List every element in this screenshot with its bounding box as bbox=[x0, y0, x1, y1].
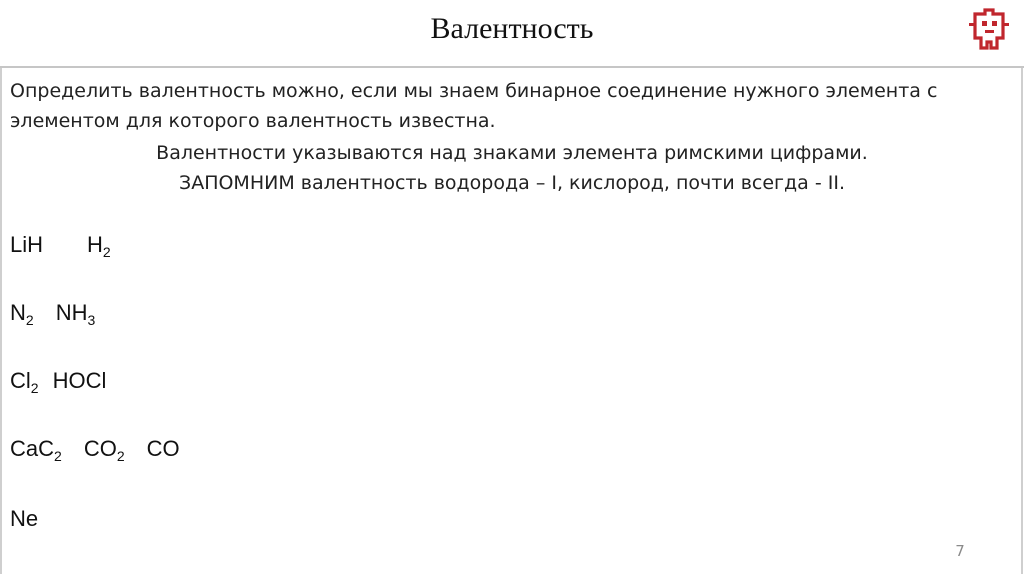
chemical-formula bbox=[10, 436, 62, 462]
slide-header bbox=[0, 0, 1024, 68]
formula-subscript: 2 bbox=[102, 244, 111, 260]
formula-base: NH bbox=[55, 300, 88, 325]
formula-base: N bbox=[10, 300, 26, 325]
remember-note: ЗАПОМНИМ валентность водорода – I, кислород, почти всегда - II. bbox=[179, 172, 845, 194]
chemical-formula bbox=[53, 368, 107, 394]
chemical-formula bbox=[10, 232, 43, 258]
formula-row-1 bbox=[10, 232, 111, 258]
formula-subscript: 3 bbox=[87, 312, 96, 328]
formula-subscript: 2 bbox=[30, 380, 39, 396]
chemical-formula bbox=[56, 300, 96, 326]
formula-base: Cl bbox=[10, 368, 31, 393]
formula-base: LiH bbox=[10, 232, 44, 257]
formula-subscript: 2 bbox=[116, 448, 125, 464]
formula-subscript: 2 bbox=[25, 312, 34, 328]
chemical-formula bbox=[147, 436, 180, 462]
formula-base: Ne bbox=[10, 506, 39, 531]
formula-base: CO bbox=[83, 436, 117, 461]
formula-base: CaC bbox=[10, 436, 55, 461]
formula-subscript: 2 bbox=[54, 448, 62, 464]
chemical-formula bbox=[10, 368, 39, 394]
robot-logo-icon bbox=[969, 8, 1009, 52]
formula-row-4 bbox=[10, 436, 180, 462]
page-number: 7 bbox=[955, 542, 965, 560]
formula-row-2 bbox=[10, 300, 95, 326]
formula-base: CO bbox=[146, 436, 180, 461]
formula-row-5 bbox=[10, 506, 38, 532]
header-divider bbox=[0, 66, 1024, 68]
formula-row-3 bbox=[10, 368, 106, 394]
roman-numerals-note: Валентности указываются над знаками элемента римскими цифрами. bbox=[156, 142, 868, 164]
chemical-formula bbox=[84, 436, 125, 462]
intro-paragraph: Определить валентность можно, если мы знаем бинарное соединение нужного элемента с элементом для которого валентность известна. bbox=[10, 80, 938, 132]
slide-title: Валентность bbox=[430, 12, 594, 45]
formula-base: HOCl bbox=[52, 368, 107, 393]
chemical-formula bbox=[10, 300, 34, 326]
formula-base: H bbox=[87, 232, 103, 257]
chemical-formula bbox=[87, 232, 111, 258]
chemical-formula bbox=[10, 506, 38, 532]
